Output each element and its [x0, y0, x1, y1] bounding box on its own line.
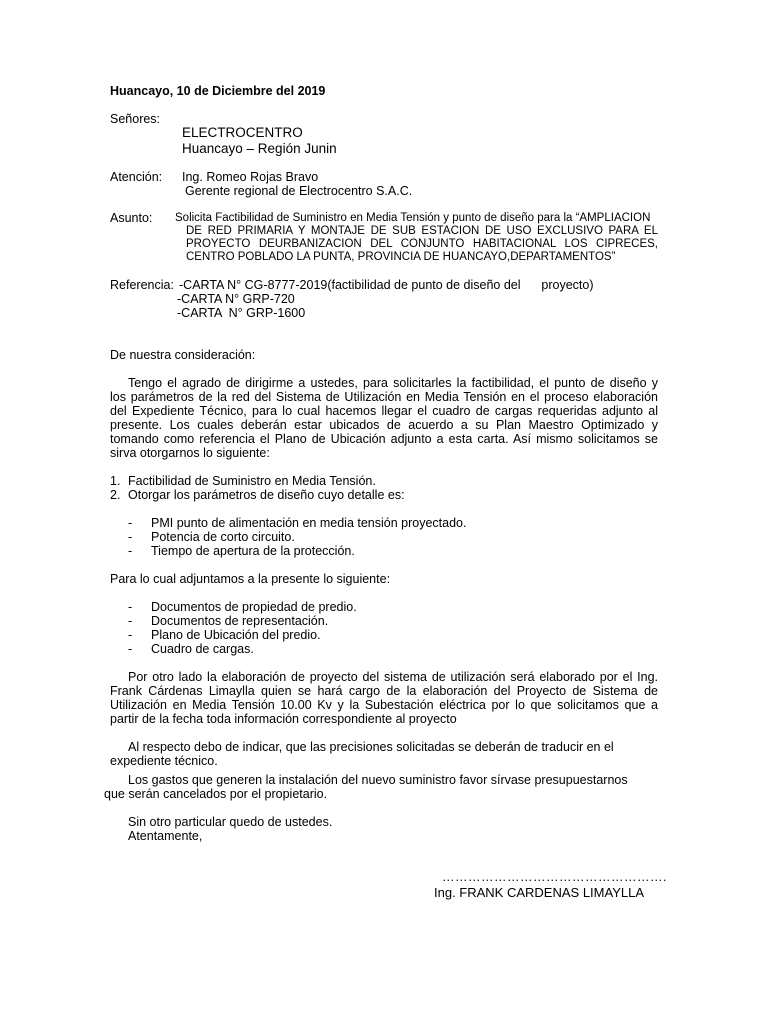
- signature-line: …………………………………………….: [442, 870, 667, 884]
- closing-line: Atentamente,: [128, 829, 203, 843]
- bullet-dash: -: [128, 614, 133, 628]
- list-item: Factibilidad de Suministro en Media Tensión.: [128, 474, 376, 488]
- greeting: De nuestra consideración:: [110, 348, 256, 362]
- list-item: Tiempo de apertura de la protección.: [151, 544, 355, 558]
- subject-line-4: CENTRO POBLADO LA PUNTA, PROVINCIA DE HUANCAYO,DEPARTAMENTOS”: [186, 251, 616, 263]
- list-number: 1.: [110, 474, 121, 488]
- paragraph3-line-2: expediente técnico.: [110, 754, 218, 768]
- attach-intro: Para lo cual adjuntamos a la presente lo siguiente:: [110, 572, 391, 586]
- subject-line-2: DE RED PRIMARIA Y MONTAJE DE SUB ESTACION DE USO EXCLUSIVO PARA EL: [186, 225, 658, 237]
- salutation: Señores:: [110, 112, 161, 126]
- recipient-org: ELECTROCENTRO: [182, 125, 303, 140]
- reference-item-3: -CARTA N° GRP-1600: [177, 306, 306, 320]
- attention-title: Gerente regional de Electrocentro S.A.C.: [185, 184, 413, 198]
- paragraph1-line-2: los parámetros de la red del Sistema de Utilización en Media Tensión en el proceso elaboración: [110, 390, 658, 404]
- paragraph1-line-1: Tengo el agrado de dirigirme a ustedes, para solicitarles la factibilidad, el punto de diseño y: [128, 376, 658, 390]
- paragraph2-line-4: partir de la fecha toda información correspondiente al proyecto: [110, 712, 457, 726]
- list-item: Documentos de propiedad de predio.: [151, 600, 357, 614]
- list-item: Otorgar los parámetros de diseño cuyo detalle es:: [128, 488, 405, 502]
- bullet-dash: -: [128, 600, 133, 614]
- bullet-dash: -: [128, 642, 133, 656]
- reference-item-2: -CARTA N° GRP-720: [177, 292, 295, 306]
- subject-line-3: PROYECTO DEURBANIZACION DEL CONJUNTO HABITACIONAL LOS CIPRECES,: [186, 238, 658, 250]
- bullet-dash: -: [128, 530, 133, 544]
- date-line: Huancayo, 10 de Diciembre del 2019: [110, 84, 326, 98]
- paragraph1-line-5: tomando como referencia el Plano de Ubicación adjunto a esta carta. Así mismo solicitamos se: [110, 432, 658, 446]
- reference-item-1: -CARTA N° CG-8777-2019(factibilidad de punto de diseño del proyecto): [179, 278, 594, 292]
- bullet-dash: -: [128, 516, 133, 530]
- subject-line-1: Solicita Factibilidad de Suministro en Media Tensión y punto de diseño para la “AMPLIACION: [175, 212, 651, 224]
- paragraph2-line-1: Por otro lado la elaboración de proyecto del sistema de utilización será elaborado por el Ing.: [128, 670, 658, 684]
- paragraph1-line-3: del Expediente Técnico, para lo cual hacemos llegar el cuadro de cargas requeridas adjunto al: [110, 404, 658, 418]
- paragraph1-line-4: presente. Los cuales deberán estar ubicados de acuerdo a su Plan Maestro Optimizado y: [110, 418, 658, 432]
- paragraph3-line-1: Al respecto debo de indicar, que las precisiones solicitadas se deberán de traducir en el: [128, 740, 614, 754]
- paragraph2-line-2: Frank Cárdenas Limaylla quien se hará cargo de la elaboración del Proyecto de Sistema de: [110, 684, 658, 698]
- bullet-dash: -: [128, 544, 133, 558]
- list-item: Potencia de corto circuito.: [151, 530, 295, 544]
- signature-name: Ing. FRANK CARDENAS LIMAYLLA: [434, 885, 644, 900]
- paragraph1-line-6: sirva otorgarnos lo siguiente:: [110, 446, 270, 460]
- list-number: 2.: [110, 488, 121, 502]
- list-item: Plano de Ubicación del predio.: [151, 628, 321, 642]
- list-item: Cuadro de cargas.: [151, 642, 254, 656]
- paragraph4-line-1: Los gastos que generen la instalación del nuevo suministro favor sírvase presupuestarnos: [128, 773, 628, 787]
- paragraph4-line-2: que serán cancelados por el propietario.: [104, 787, 328, 801]
- reference-label: Referencia:: [110, 278, 174, 292]
- bullet-dash: -: [128, 628, 133, 642]
- attention-label: Atención:: [110, 170, 163, 184]
- paragraph2-line-3: Utilización en Media Tensión 10.00 Kv y la Subestación eléctrica por lo que solicitamos que a: [110, 698, 658, 712]
- list-item: PMI punto de alimentación en media tensión proyectado.: [151, 516, 467, 530]
- recipient-location: Huancayo – Región Junin: [182, 141, 337, 156]
- subject-label: Asunto:: [110, 211, 153, 225]
- attention-name: Ing. Romeo Rojas Bravo: [182, 170, 319, 184]
- closing-line: Sin otro particular quedo de ustedes.: [128, 815, 333, 829]
- list-item: Documentos de representación.: [151, 614, 329, 628]
